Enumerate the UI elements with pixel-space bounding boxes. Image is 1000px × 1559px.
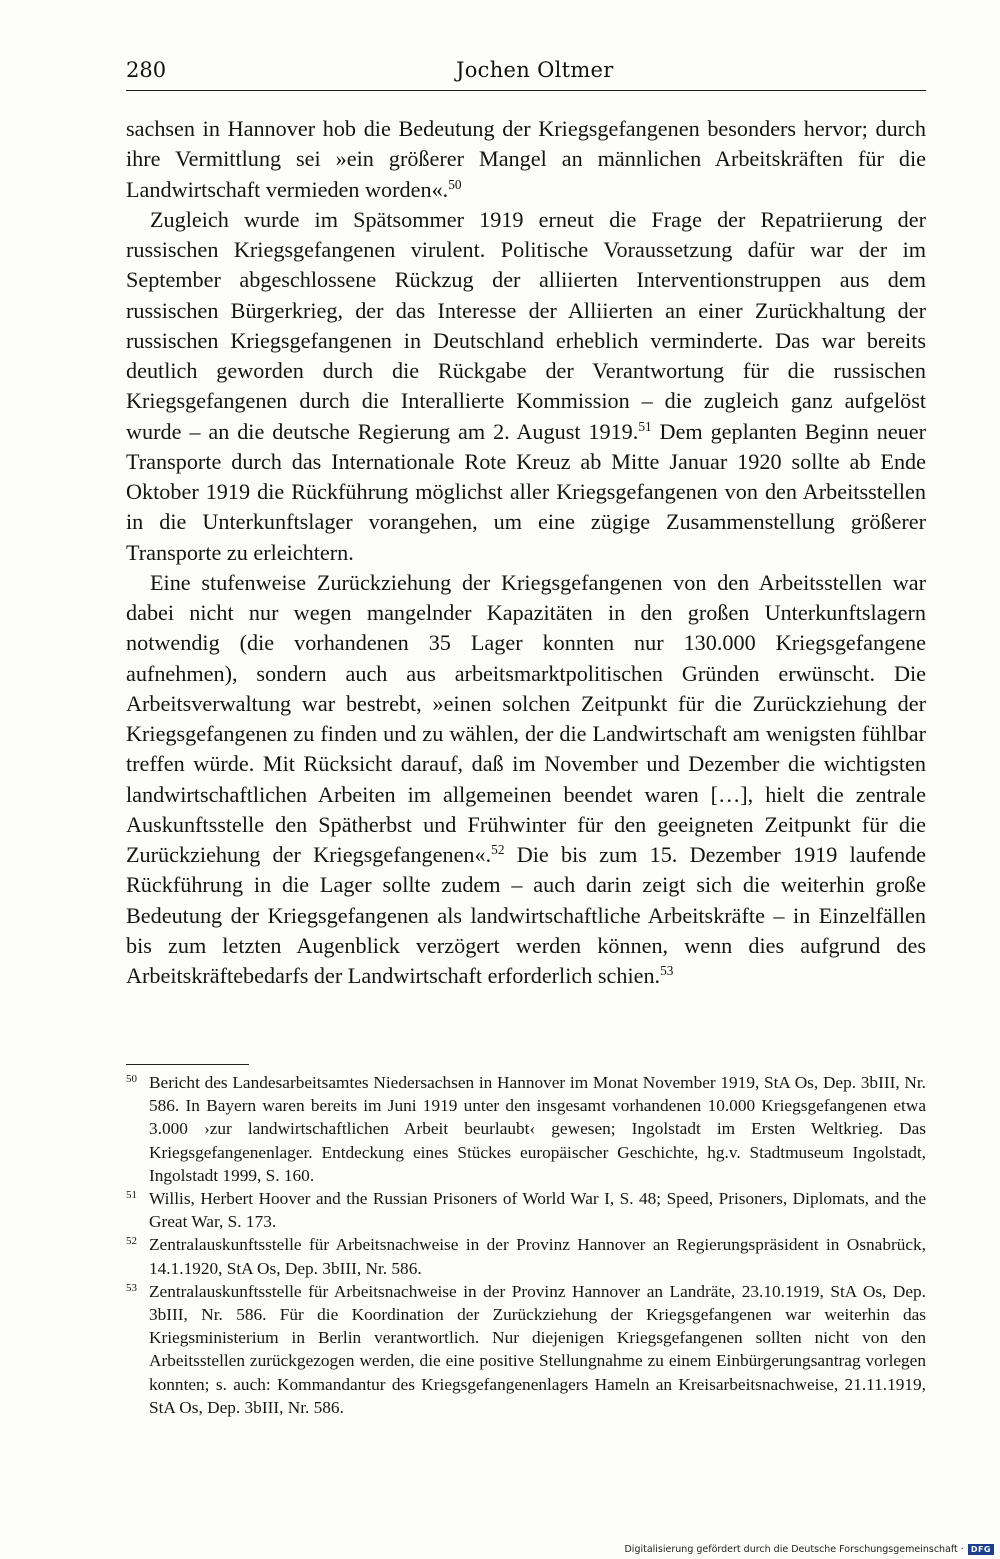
paragraph-text: Die bis zum 15. Dezember 1919 laufende Rückführung in die Lager sollte zudem – auch darin zeigt sich die weiterhin große Bedeutung der Kriegsgefangenen als landwirtschaftliche Arbeitskräfte – in Einzelfällen bis zum letzten Augenblick verzögert werden können, wenn dies aufgrund des Arbeitskräftebedarfs der Landwirtschaft erforderlich schien.	[126, 842, 926, 988]
funding-note: Digitalisierung gefördert durch die Deutsche Forschungsgemeinschaft ·	[624, 1544, 964, 1555]
footnote-text: Willis, Herbert Hoover and the Russian Prisoners of World War I, S. 48; Speed, Prisoners, Diplomats, and the Great War, S. 173.	[149, 1189, 926, 1232]
paragraph-text: Dem geplanten Beginn neuer Transporte durch das Internationale Rote Kreuz ab Mitte Januar 1920 sollte ab Ende Oktober 1919 die Rückführung möglichst aller Kriegsgefangenen von den Arbeitsstellen in die Unterkunftslager vorangehen, um eine zügige Zusammenstellung größerer Transporte zu erleichtern.	[126, 418, 926, 565]
footnote-number: 52	[126, 1235, 137, 1248]
paragraph-text: Zugleich wurde im Spätsommer 1919 erneut die Frage der Repatriierung der russischen Kriegsgefangenen virulent. Politische Voraussetzung dafür war der im September abgeschlossene Rückzug der alliierten Interventionstruppen aus dem russischen Bürgerkrieg, der das Interesse der Alliierten an einer Zurückhaltung der russischen Kriegsgefangenen in Deutschland erheblich verminderte. Das war bereits deutlich geworden durch die Rückgabe der Verantwortung für die russischen Kriegsgefangenen durch die Interallierte Kommission – die zugleich ganz aufgelöst wurde – an die deutsche Regierung am 2. August 1919.	[126, 206, 926, 444]
main-text	[126, 114, 926, 991]
footnote-number: 53	[126, 1281, 137, 1294]
running-head: Jochen Oltmer	[456, 58, 614, 82]
footnote-ref-52[interactable]: 52	[491, 842, 505, 858]
footnote-ref-51[interactable]: 51	[638, 418, 652, 434]
page-number: 280	[126, 58, 167, 82]
footnote-53	[126, 1280, 926, 1419]
footnote-ref-50[interactable]: 50	[448, 176, 462, 192]
footnote-50	[126, 1071, 926, 1187]
page-header	[126, 54, 926, 91]
footnote-ref-53[interactable]: 53	[660, 963, 674, 979]
footnote-divider	[126, 1064, 249, 1065]
footnote-number: 51	[126, 1189, 137, 1202]
paragraph-2	[126, 205, 926, 568]
footnote-text: Zentralauskunftsstelle für Arbeitsnachweise in der Provinz Hannover an Landräte, 23.10.1919, StA Os, Dep. 3bIII, Nr. 586. Für die Koordination der Zurückziehung der Kriegsgefangenen war weiterhin das Kriegsministerium in Berlin verantwortlich. Nur diejenigen Kriegsgefangenen sollten nicht von den Arbeitsstellen zurückgezogen werden, die eine positive Stellungnahme zu einem Einbürgerungsantrag vorlegen konnten; s. auch: Kommandantur des Kriegsgefangenenlagers Hameln an Kreisarbeitsnachweise, 21.11.1919, StA Os, Dep. 3bIII, Nr. 586.	[149, 1281, 926, 1417]
footnote-text: Zentralauskunftsstelle für Arbeitsnachweise in der Provinz Hannover an Regierungspräsident in Osnabrück, 14.1.1920, StA Os, Dep. 3bIII, Nr. 586.	[149, 1235, 926, 1278]
dfg-logo: DFG	[968, 1544, 994, 1555]
footnote-number: 50	[126, 1073, 137, 1085]
footnote-51	[126, 1187, 926, 1233]
footnotes	[126, 1071, 926, 1419]
paragraph-text: sachsen in Hannover hob die Bedeutung der Kriegsgefangenen besonders hervor; durch ihre Vermittlung sei »ein größerer Mangel an männlichen Arbeitskräften für die Landwirtschaft vermieden worden«.	[126, 116, 926, 202]
footnote-52	[126, 1233, 926, 1279]
paragraph-1	[126, 114, 926, 205]
paragraph-text: Eine stufenweise Zurückziehung der Kriegsgefangenen von den Arbeitsstellen war dabei nicht nur wegen mangelnder Kapazitäten in den großen Unterkunftslagern notwendig (die vorhandenen 35 Lager konnten nur 130.000 Kriegsgefangene aufnehmen), sondern auch aus arbeitsmarktpolitischen Gründen erwünscht. Die Arbeitsverwaltung war bestrebt, »einen solchen Zeitpunkt für die Zurückziehung der Kriegsgefangenen zu finden und zu wählen, der die Landwirtschaft am wenigsten fühlbar treffen würde. Mit Rücksicht darauf, daß im November und Dezember die wichtigsten landwirtschaftlichen Arbeiten im allgemeinen beendet waren […], hielt die zentrale Auskunftsstelle den Spätherbst und Frühwinter für den geeigneten Zeitpunkt für die Zurückziehung der Kriegsgefangenen«.	[126, 569, 926, 867]
digitization-credit	[624, 1544, 994, 1555]
footnote-text: Bericht des Landesarbeitsamtes Niedersachsen in Hannover im Monat November 1919, StA Os, Dep. 3bIII, Nr. 586. In Bayern waren bereits im Juni 1919 unter den insgesamt vorhandenen 10.000 Kriegsgefangenen etwa 3.000 ›zur landwirtschaftlichen Arbeit beurlaubt‹ gewesen; Ingolstadt im Ersten Weltkrieg. Das Kriegsgefangenenlager. Entdeckung eines Stückes europäischer Geschichte, hg.v. Stadtmuseum Ingolstadt, Ingolstadt 1999, S. 160.	[149, 1073, 926, 1185]
paragraph-3	[126, 568, 926, 992]
